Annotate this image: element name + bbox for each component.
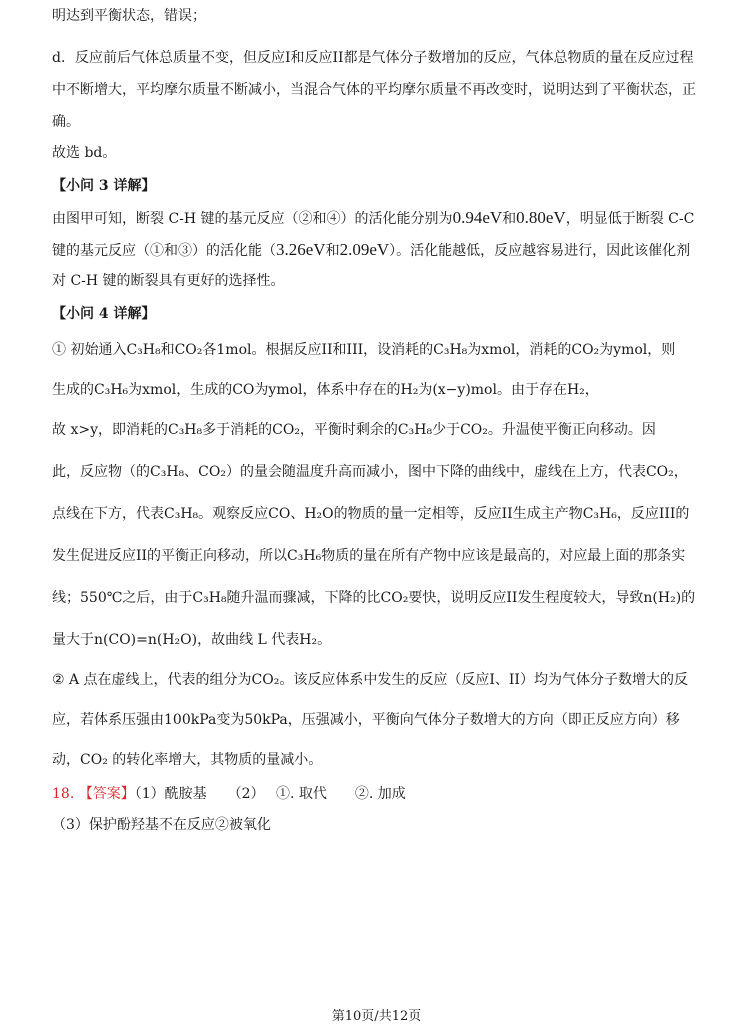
text-line: 故 x>y，即消耗的C₃H₈多于消耗的CO₂，平衡时剩余的C₃H₈少于CO₂。升温使平衡正向移动。因 bbox=[52, 422, 656, 438]
answer-label: 【答案】 bbox=[78, 786, 135, 802]
page-footer: 第10页/共12页 bbox=[331, 1009, 422, 1024]
answer-line: 18. 【答案】（1）酰胺基 （2） ①. 取代 ②. 加成 bbox=[52, 786, 406, 802]
text-line: 点线在下方，代表C₃H₈。观察反应CO、H₂O的物质的量一定相等，反应II生成主产物C₃H₆，反应III的 bbox=[52, 506, 690, 522]
text-line: 故选 bd。 bbox=[52, 145, 117, 161]
text-line: 生成的C₃H₆为xmol，生成的CO为ymol，体系中存在的H₂为(x−y)mol。由于存在H₂， bbox=[52, 382, 599, 398]
text-line: ② A 点在虚线上，代表的组分为CO₂。该反应体系中发生的反应（反应I、II）均为气体分子数增大的反 bbox=[52, 672, 688, 688]
text-line: 量大于n(CO)=n(H₂O)，故曲线 L 代表H₂。 bbox=[52, 632, 332, 648]
text-line: 应，若体系压强由100kPa变为50kPa，压强减小，平衡向气体分子数增大的方向（即正反应方向）移 bbox=[52, 712, 680, 728]
text-line: 发生促进反应II的平衡正向移动，所以C₃H₆物质的量在所有产物中应该是最高的，对应最上面的那条实 bbox=[52, 548, 686, 564]
section-heading: 【小问 3 详解】 bbox=[52, 178, 156, 194]
text-line: 明达到平衡状态，错误； bbox=[52, 8, 206, 24]
text-line: 线；550℃之后，由于C₃H₈随升温而骤减，下降的比CO₂要快，说明反应II发生程度较大，导致n(H₂)的 bbox=[52, 590, 696, 606]
text-line: 对 C-H 键的断裂具有更好的选择性。 bbox=[52, 273, 285, 289]
text-line: 键的基元反应（①和③）的活化能（3.26eV和2.09eV）。活化能越低，反应越容易进行，因此该催化剂 bbox=[52, 240, 691, 259]
text-line: ① 初始通入C₃H₈和CO₂各1mol。根据反应II和III，设消耗的C₃H₈为xmol，消耗的CO₂为ymol，则 bbox=[52, 342, 676, 358]
question-number: 18. bbox=[52, 786, 75, 802]
text-line: 中不断增大，平均摩尔质量不断减小，当混合气体的平均摩尔质量不再改变时，说明达到了平衡状态，正 bbox=[52, 82, 696, 98]
text-line: 动，CO₂ 的转化率增大，其物质的量减小。 bbox=[52, 752, 323, 768]
text-line: 确。 bbox=[52, 114, 80, 130]
text-line: （3）保护酚羟基不在反应②被氧化 bbox=[52, 817, 271, 833]
text-line: 由图甲可知，断裂 C-H 键的基元反应（②和④）的活化能分别为0.94eV和0.80eV，明显低于断裂 C-C bbox=[52, 208, 695, 227]
text-line: 此，反应物（的C₃H₈、CO₂）的量会随温度升高而减小，图中下降的曲线中，虚线在上方，代表CO₂， bbox=[52, 464, 688, 480]
section-heading: 【小问 4 详解】 bbox=[52, 306, 156, 322]
text-line: d．反应前后气体总质量不变，但反应I和反应II都是气体分子数增加的反应，气体总物质的量在反应过程 bbox=[52, 50, 694, 66]
